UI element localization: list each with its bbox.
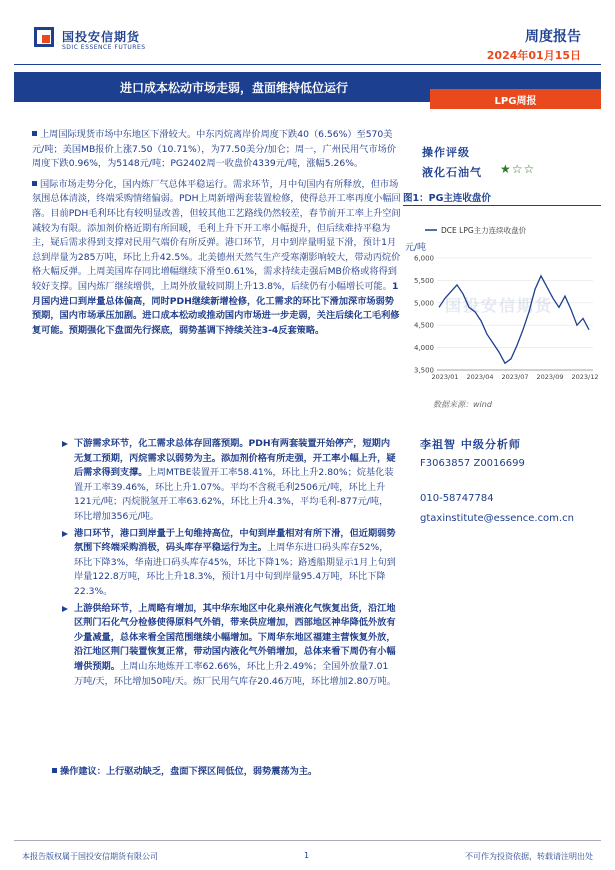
summary-section <box>32 128 402 344</box>
report-type: 周度报告 <box>525 29 581 45</box>
analyst-name: 李祖智 中级分析师 <box>420 438 521 451</box>
y-tick-label: 3,500 <box>413 366 434 375</box>
y-tick-label: 4,500 <box>413 321 434 330</box>
watermark-logo: 国投安信期货 <box>445 296 554 315</box>
analyst-certificate: F3063857 Z0016699 <box>420 458 525 469</box>
analyst-email[interactable]: gtaxinstitute@essence.com.cn <box>420 513 574 524</box>
y-tick-label: 4,000 <box>413 344 434 353</box>
report-tag: LPG周报 <box>430 89 601 109</box>
footer-disclaimer: 不可作为投资依据，转载请注明出处 <box>465 852 593 861</box>
data-source: 数据来源：wind <box>433 400 492 409</box>
summary-paragraph-2: 国际市场走势分化，国内炼厂气总体平稳运行。需求环节，月中旬国内有所释放，但市场氛围总体清淡，终端采购情绪偏弱。PDH上周新增两套装置检修，使得总开工率再度小幅回落。目前PDH毛利环比有较明显改善，但较其他工艺路线仍然较差，春节前开工率上升空间减较为有限。添加剂价格近期有所回暖，毛利上升下开工率小幅提升，但后续难持平稳为主，疑后需求得到支撑对民用气端价有所反弹。港口环节，月中到岸量明显下滑，预计1月总到岸量为285万吨，环比上升42.5%。北美德州天然气生产受寒潮影响较大，带动丙烷价格大幅反弹。上周美国库存同比增幅继续下滑至0.61%，需求持续走强后MB价格或将得到较好支撑。国内炼厂继续增供，上周外放量较同期上升13.8%，后续仍有小幅增长可能。1月国内进口到岸量总体偏高，同时PDH继续新增检修，化工需求的环比下滑加深市场弱势预期，国内市场承压加剧。进口成本松动或推动国内市场进一步走弱，关注后续化工毛利修复可能。预期强化下盘面先行探底，弱势基调下持续关注3-4反套策略。 <box>32 178 401 336</box>
detail-list <box>62 437 397 691</box>
rating-stars-icon: ★☆☆ <box>500 162 536 176</box>
legend-label: DCE LPG主力连续收盘价 <box>441 226 527 235</box>
y-tick-label: 6,000 <box>413 254 434 263</box>
x-tick-label: 2023/01 <box>431 373 459 381</box>
footer-copyright: 本报告版权属于国投安信期货有限公司 <box>22 852 158 861</box>
y-tick-label: 5,500 <box>413 276 434 285</box>
page-number: 1 <box>304 851 310 860</box>
company-logo-icon <box>34 27 54 47</box>
rating-label: 操作评级 <box>422 146 470 159</box>
list-item: 上游供给环节，上周略有增加，其中华东地区中化泉州液化气恢复出货，沿江地区荆门石化气分检修使得原料气外销，带来供应增加，西部地区神华降低外放有少量减量，总体来看全国范围继续小幅增加。下周华东地区福建主营恢复外放，沿江地区荆门装置恢复正常，带动国内液化气外销增加，总体来看下周仍有小幅增供预期。上周山东地炼开工率62.66%，环比上升2.49%；全国外放量7.01万吨/天，环比增加50吨/天。炼厂民用气库存20.46万吨，环比增加2.80万吨。 <box>62 602 397 690</box>
figure-title: 图1：PG主连收盘价 <box>403 193 491 204</box>
series-line <box>439 276 589 363</box>
x-tick-label: 2023/07 <box>501 373 529 381</box>
figure-divider <box>403 205 601 206</box>
company-name: 国投安信期货 <box>62 30 141 44</box>
analyst-phone: 010-58747784 <box>420 493 494 504</box>
summary-paragraph-1: 上周国际现货市场中东地区下滑较大。中东丙烷离岸价周度下跌40（6.56%）至570美元/吨；美国MB报价上涨7.50（10.71%），为77.50美分/加仑；周一，广州民用气市场价周度下跌0.96%，为5148元/吨；PG2402周一收盘价4339元/吨，涨幅5.26%。 <box>32 129 397 170</box>
header-divider <box>14 64 601 65</box>
x-tick-label: 2023/12 <box>571 373 599 381</box>
y-tick-label: 5,000 <box>413 299 434 308</box>
operation-advice: 操作建议：上行驱动缺乏，盘面下探区间低位，弱势震荡为主。 <box>52 765 397 779</box>
list-item: 下游需求环节，化工需求总体存回落预期。PDH有两套装置开始停产，短期内无复工预期，丙烷需求以弱势为主。添加剂价格有所走强，开工率小幅上升，疑后需求得到支撑。上周MTBE装置开工率58.41%，环比上升2.80%；烷基化装置开工率39.46%，环比上升1.07%。平均不含税毛利2506元/吨，环比上升121元/吨；丙烷脱氢开工率63.62%，环比上升4.3%，平均毛利-877元/吨，环比增加356元/吨。 <box>62 437 397 525</box>
footer-divider <box>14 840 601 841</box>
bullet-icon <box>52 768 57 773</box>
x-tick-label: 2023/04 <box>466 373 494 381</box>
list-item: 港口环节，港口到岸量于上旬维持高位，中旬到岸量相对有所下滑，但近期弱势氛围下终端采购消极，码头库存平稳运行为主。上周华东进口码头库存52%，环比下降3%，华南进口码头库存45%，环比下降1%；路透船期显示1月上旬到岸量122.8万吨，环比上升18.3%，预计1月中旬到岸量95.4万吨，环比下降22.3%。 <box>62 527 397 600</box>
x-tick-label: 2023/09 <box>536 373 564 381</box>
company-name-en: SDIC ESSENCE FUTURES <box>62 44 146 51</box>
report-date: 2024年01月15日 <box>486 49 581 62</box>
report-title: 进口成本松动市场走弱，盘面维持低位运行 <box>120 81 349 95</box>
bullet-icon <box>32 131 37 136</box>
bullet-icon <box>32 181 37 186</box>
y-axis-unit: 元/吨 <box>405 243 427 253</box>
rating-product: 液化石油气 <box>422 166 482 179</box>
